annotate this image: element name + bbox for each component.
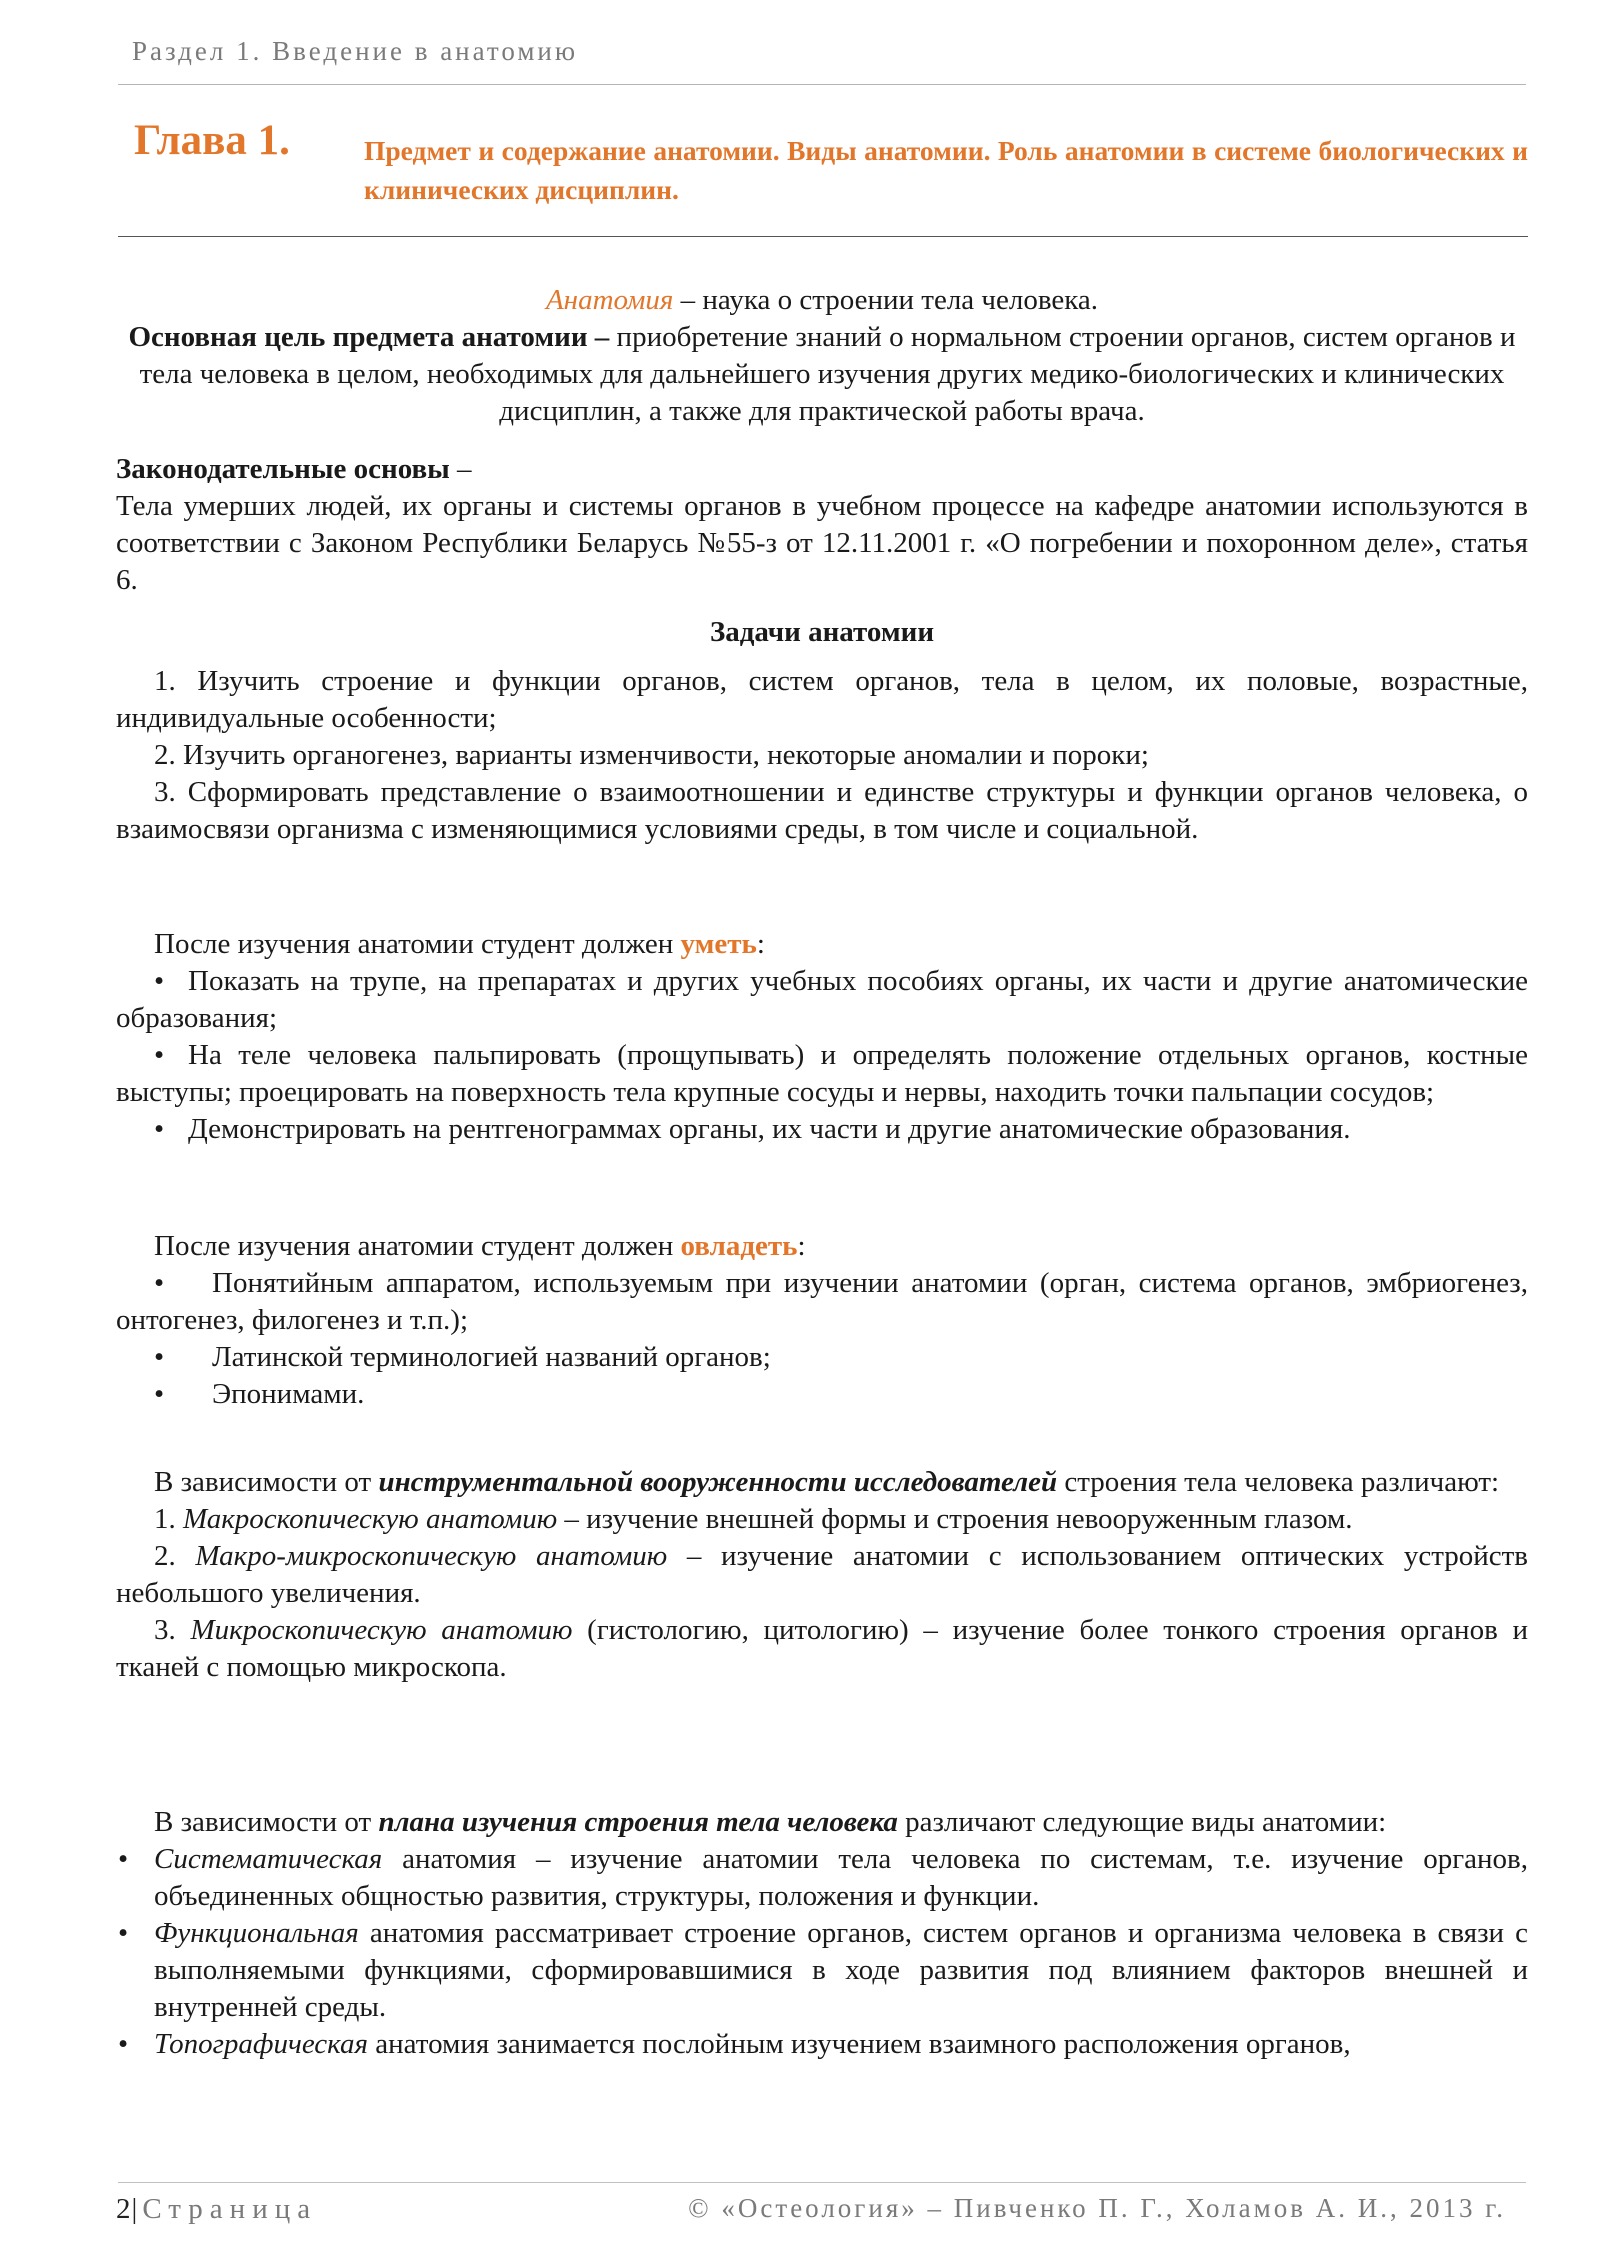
bullet-icon [154,963,188,1000]
mastery-intro: После изучения анатомии студент должен овладеть: [154,1230,806,1262]
tasks-block [116,614,1528,848]
page-word: Страница [142,2193,318,2225]
list-item: •Понятийным аппаратом, используемым при изучении анатомии (орган, система органов, эмбриогенез, онтогенез, филогенез и т.п.); [116,1265,1528,1339]
copyright: © «Остеология» – Пивченко П. Г., Холамов А. И., 2013 г. [688,2193,1506,2223]
page-separator: | [131,2193,143,2225]
chapter-label: Глава 1. [134,117,290,164]
list-item: • Систематическая анатомия – изучение анатомии тела человека по системам, т.е. изучение органов, объединенных общностью развития, структуры, положения и функции. [116,1841,1528,1915]
header-divider [118,84,1526,85]
definition-text: – наука о строении тела человека. [673,284,1099,316]
list-item: • Функциональная анатомия рассматривает строение органов, систем органов и организма человека в связи с выполняемыми функциями, сформировавшимися в ходе развития под влиянием факторов внешней и внутренней среды. [116,1915,1528,2026]
task-item: 1. Изучить строение и функции органов, систем органов, тела в целом, их половые, возрастные, индивидуальные особенности; [116,665,1528,734]
list-item: •Демонстрировать на рентгенограммах органы, их части и другие анатомические образования. [116,1111,1528,1148]
mastery-block [116,1228,1528,1413]
list-item: 2. Макро-микроскопическую анатомию – изучение анатомии с использованием оптических устройств небольшого увеличения. [116,1540,1529,1609]
task-item: 3. Сформировать представление о взаимоотношении и единстве структуры и функции органов человека, о взаимосвязи организма с изменяющимися условиями среды, в том числе и социальной. [116,776,1528,845]
chapter-divider [118,236,1528,237]
footer-divider [118,2182,1526,2183]
bullet-icon [118,1841,128,1878]
skills-intro: После изучения анатомии студент должен уметь: [154,928,765,960]
main-goal [116,319,1528,430]
main-goal-text: приобретение знаний о нормальном строении органов, систем органов и тела человека в целом, необходимых для дальнейшего изучения других медико-биологических и клинических дисциплин, а также для практической работы врача. [139,321,1516,427]
bullet-icon [154,1339,212,1376]
list-item: 3. Микроскопическую анатомию (гистологию, цитологию) – изучение более тонкого строения органов и тканей с помощью микроскопа. [116,1614,1528,1683]
instrumental-block [116,1464,1528,1686]
list-item: •Эпонимами. [116,1376,1528,1413]
page-indicator [116,2193,317,2226]
bullet-icon [154,1037,188,1074]
mastery-keyword: овладеть [680,1230,798,1262]
legal-heading: Законодательные основы – [116,453,472,485]
list-item: 1. Макроскопическую анатомию – изучение внешней формы и строения невооруженным глазом. [154,1503,1353,1535]
bullet-icon [154,1265,212,1302]
legal-block [116,451,1528,599]
bullet-icon [118,1915,128,1952]
instrumental-emphasis: инструментальной вооруженности исследователей [378,1466,1058,1498]
plan-block [116,1804,1528,2063]
tasks-heading: Задачи анатомии [709,616,935,648]
legal-text: Тела умерших людей, их органы и системы органов в учебном процессе на кафедре анатомии используются в соответствии с Законом Республики Беларусь №55-з от 12.11.2001 г. «О погребении и похоронном деле», статья 6. [116,490,1528,596]
intro-block [116,282,1528,430]
legal-label: Законодательные основы [116,453,450,485]
plan-emphasis: плана изучения строения тела человека [378,1806,898,1838]
chapter-title: Предмет и содержание анатомии. Виды анатомии. Роль анатомии в системе биологических и клинических дисциплин. [364,135,1528,205]
list-item: •Показать на трупе, на препаратах и других учебных пособиях органы, их части и другие анатомические образования; [116,963,1528,1037]
bullet-icon [118,2026,128,2063]
list-item: •На теле человека пальпировать (прощупывать) и определять положение отдельных органов, костные выступы; проецировать на поверхность тела крупные сосуды и нервы, находить точки пальпации сосудов; [116,1037,1528,1111]
bullet-icon [154,1111,188,1148]
task-item: 2. Изучить органогенез, варианты изменчивости, некоторые аномалии и пороки; [154,739,1149,771]
list-item: • Топографическая анатомия занимается послойным изучением взаимного расположения органов, [116,2026,1528,2063]
definition [116,282,1528,319]
plan-intro: В зависимости от плана изучения строения тела человека различают следующие виды анатомии: [154,1806,1387,1838]
bullet-icon [154,1376,212,1413]
list-item: •Латинской терминологией названий органов; [116,1339,1528,1376]
skills-keyword: уметь [680,928,757,960]
page-number: 2 [116,2193,132,2225]
main-goal-label: Основная цель предмета анатомии – [128,321,610,353]
skills-block [116,926,1528,1148]
instrumental-intro: В зависимости от инструментальной вооруженности исследователей строения тела человека различают: [154,1466,1500,1498]
definition-term: Анатомия [545,284,674,316]
running-header: Раздел 1. Введение в анатомию [132,36,579,66]
